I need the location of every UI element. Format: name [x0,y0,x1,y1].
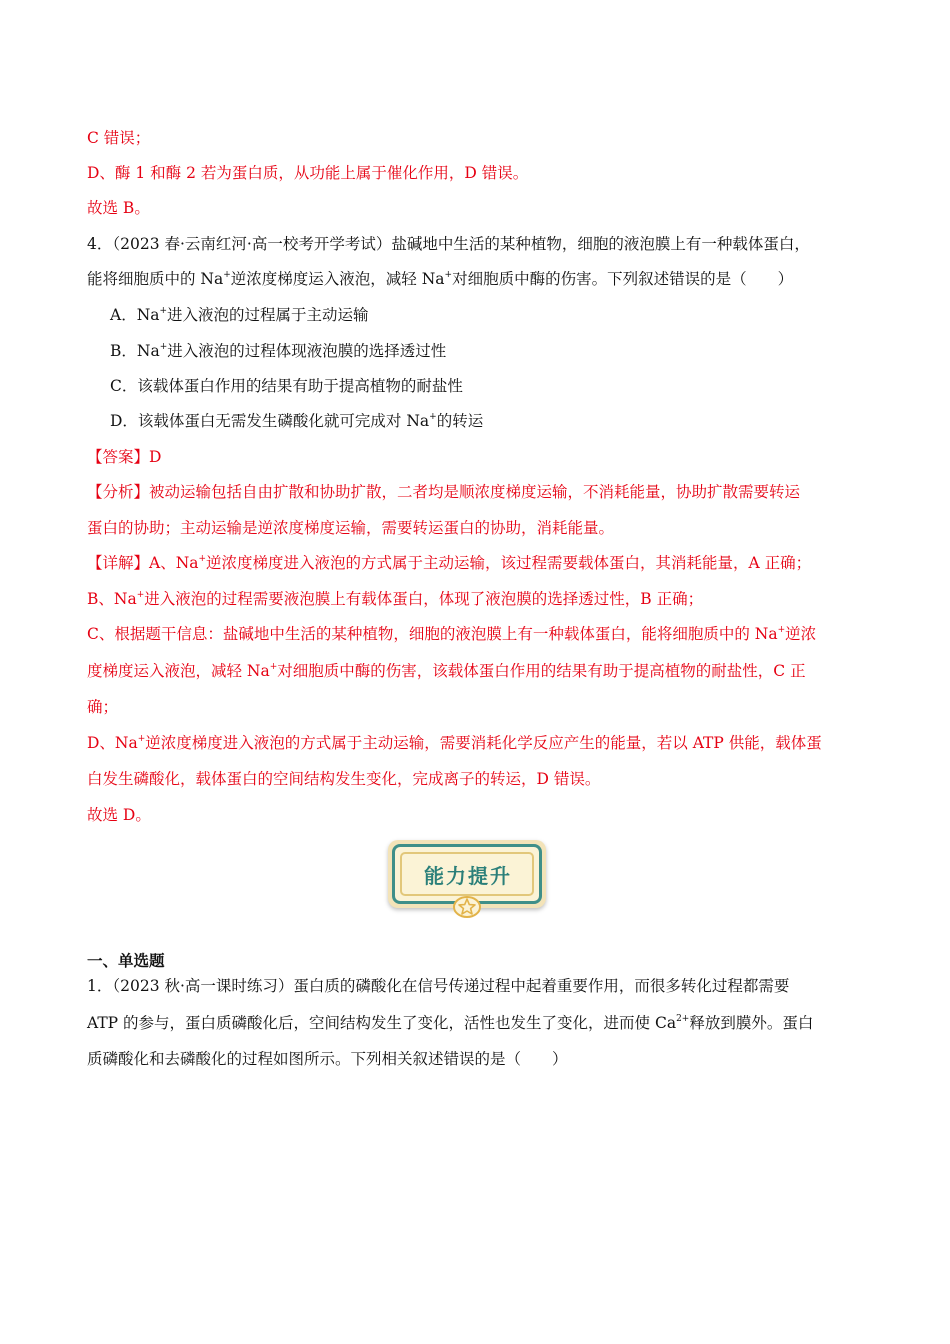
ability-improvement-badge [388,840,548,918]
question-4-stem-line2: 能将细胞质中的 Na+逆浓度梯度运入液泡，减轻 Na+对细胞质中酶的伤害。下列叙述错误的是（ ） [87,270,794,288]
question-4-detail-c-line3: 确； [87,698,119,716]
question-4-detail-c-line2: 度梯度运入液泡，减轻 Na+对细胞质中酶的伤害，该载体蛋白作用的结果有助于提高植物的耐盐性，C 正 [87,662,806,680]
question-1-line1: 1．（2023 秋·高一课时练习）蛋白质的磷酸化在信号传递过程中起着重要作用，而很多转化过程都需要 [87,977,790,995]
question-4-stem-line1: 4．（2023 春·云南红河·高一校考开学考试）盐碱地中生活的某种植物，细胞的液泡膜上有一种载体蛋白， [87,235,810,253]
question-4-detail-b: B、Na+进入液泡的过程需要液泡膜上有载体蛋白，体现了液泡膜的选择透过性，B 正确； [87,590,704,608]
question-4-option-d: D．该载体蛋白无需发生磷酸化就可完成对 Na+的转运 [110,412,484,430]
star-icon [452,894,482,918]
prev-answer-line-c: C 错误； [87,129,151,147]
question-4-detail-d-line1: D、Na+逆浓度梯度进入液泡的方式属于主动运输，需要消耗化学反应产生的能量，若以 ATP 供能，载体蛋 [87,734,822,752]
badge-label: 能力提升 [424,864,512,888]
question-4-analysis-line2: 蛋白的协助；主动运输是逆浓度梯度运输，需要转运蛋白的协助，消耗能量。 [87,519,615,537]
question-4-option-a: A．Na+进入液泡的过程属于主动运输 [110,306,369,324]
question-4-analysis-line1: 【分析】被动运输包括自由扩散和协助扩散，二者均是顺浓度梯度运输，不消耗能量，协助扩散需要转运 [87,483,801,501]
question-4-option-c: C．该载体蛋白作用的结果有助于提高植物的耐盐性 [110,377,463,395]
prev-answer-line-d: D、酶 1 和酶 2 若为蛋白质，从功能上属于催化作用，D 错误。 [87,164,529,182]
question-1-line3: 质磷酸化和去磷酸化的过程如图所示。下列相关叙述错误的是（ ） [87,1050,568,1068]
question-4-detail-c-line1: C、根据题干信息：盐碱地中生活的某种植物，细胞的液泡膜上有一种载体蛋白，能将细胞质中的 Na+逆浓 [87,625,817,643]
question-4-detail-a: 【详解】A、Na+逆浓度梯度进入液泡的方式属于主动运输，该过程需要载体蛋白，其消耗能量，A 正确； [87,554,812,572]
question-1-line2: ATP 的参与，蛋白质磷酸化后，空间结构发生了变化，活性也发生了变化，进而使 $Ca^{2+}$释放到膜外。蛋白 [87,1014,814,1032]
prev-answer-choice: 故选 B。 [87,199,150,217]
question-4-answer: 【答案】D [87,448,162,466]
question-4-option-b: B．Na+进入液泡的过程体现液泡膜的选择透过性 [110,342,447,360]
question-4-choice: 故选 D。 [87,806,151,824]
question-4-detail-d-line2: 白发生磷酸化，载体蛋白的空间结构发生变化，完成离子的转运，D 错误。 [87,770,601,788]
section-title-single-choice: 一、单选题 [87,951,165,970]
